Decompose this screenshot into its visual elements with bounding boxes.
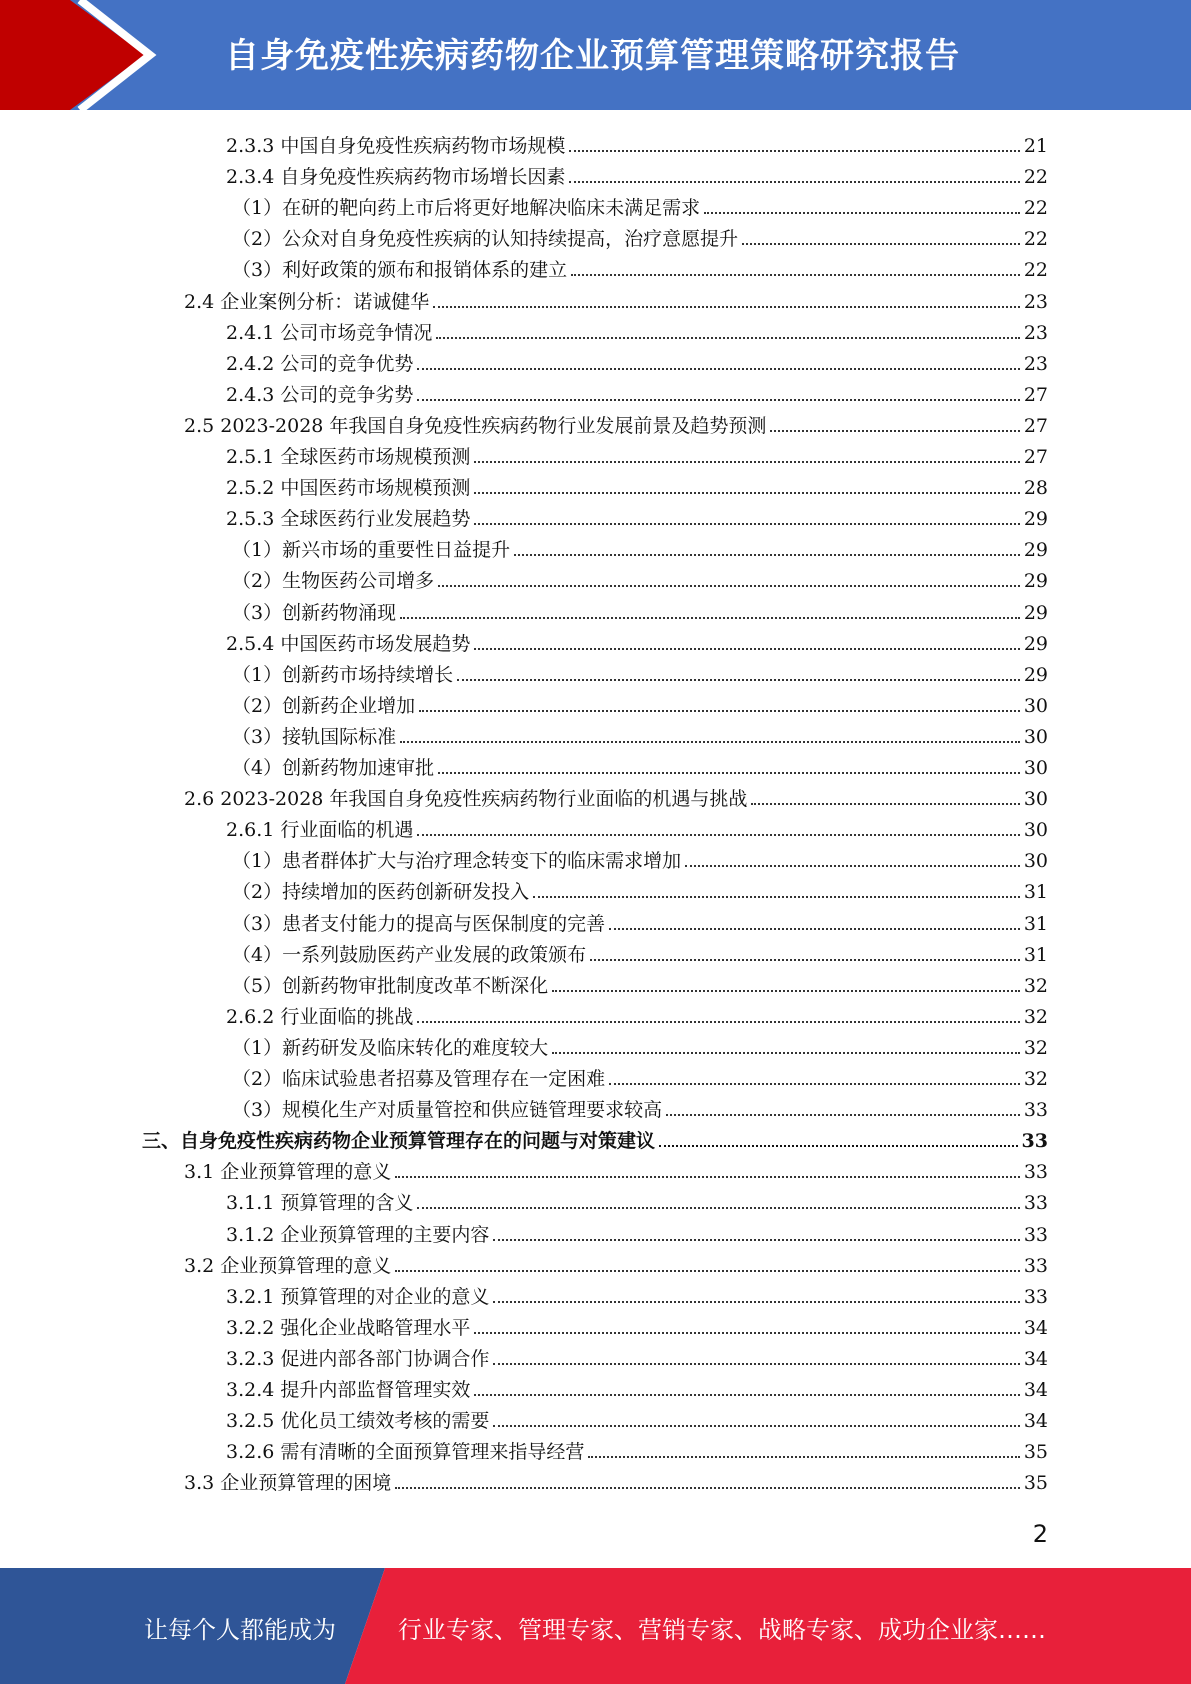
toc-entry-label: 2.4.2 公司的竞争优势 bbox=[226, 352, 414, 375]
toc-entry-page: 23 bbox=[1023, 352, 1048, 375]
toc-entry[interactable] bbox=[184, 407, 1048, 438]
toc-entry-label: （4）一系列鼓励医药产业发展的政策颁布 bbox=[232, 943, 587, 966]
toc-dot-leader bbox=[438, 772, 1020, 774]
toc-entry[interactable] bbox=[184, 780, 1048, 811]
toc-dot-leader bbox=[417, 368, 1019, 370]
toc-entry[interactable] bbox=[232, 189, 1048, 220]
toc-dot-leader bbox=[419, 710, 1020, 712]
report-title: 自身免疫性疾病药物企业预算管理策略研究报告 bbox=[225, 36, 960, 76]
toc-entry-label: （1）新兴市场的重要性日益提升 bbox=[232, 539, 511, 562]
toc-entry-label: 2.5.3 全球医药行业发展趋势 bbox=[226, 508, 471, 531]
toc-entry[interactable] bbox=[232, 1060, 1048, 1091]
toc-dot-leader bbox=[571, 274, 1020, 276]
toc-entry[interactable] bbox=[232, 1029, 1048, 1060]
toc-entry[interactable] bbox=[184, 1464, 1048, 1495]
toc-entry[interactable] bbox=[226, 500, 1048, 531]
toc-entry-page: 33 bbox=[1023, 1223, 1048, 1246]
toc-entry-label: （3）利好政策的颁布和报销体系的建立 bbox=[232, 259, 568, 282]
toc-entry-page: 31 bbox=[1023, 943, 1048, 966]
toc-entry[interactable] bbox=[226, 811, 1048, 842]
toc-entry-label: 3.1.1 预算管理的含义 bbox=[226, 1192, 414, 1215]
toc-dot-leader bbox=[493, 1239, 1019, 1241]
toc-dot-leader bbox=[704, 212, 1020, 214]
toc-entry[interactable] bbox=[232, 220, 1048, 251]
toc-entry-page: 30 bbox=[1023, 788, 1048, 811]
toc-entry-page: 34 bbox=[1023, 1316, 1048, 1339]
footer-slogan-left: 让每个人都能成为 bbox=[144, 1616, 336, 1644]
toc-entry-label: 2.6 2023-2028 年我国自身免疫性疾病药物行业面临的机遇与挑战 bbox=[184, 788, 748, 811]
toc-entry[interactable] bbox=[226, 469, 1048, 500]
footer-slogan-right: 行业专家、管理专家、营销专家、战略专家、成功企业家…… bbox=[398, 1616, 1046, 1644]
toc-entry-label: 2.6.1 行业面临的机遇 bbox=[226, 819, 414, 842]
toc-entry[interactable] bbox=[232, 718, 1048, 749]
toc-dot-leader bbox=[609, 928, 1020, 930]
toc-dot-leader bbox=[552, 1052, 1020, 1054]
toc-entry[interactable] bbox=[232, 531, 1048, 562]
toc-entry-page: 27 bbox=[1023, 383, 1048, 406]
toc-dot-leader bbox=[395, 1176, 1020, 1178]
toc-entry-label: 3.2.6 需有清晰的全面预算管理来指导经营 bbox=[226, 1441, 585, 1464]
toc-entry[interactable] bbox=[232, 905, 1048, 936]
toc-entry[interactable] bbox=[226, 376, 1048, 407]
toc-entry-label: 三、自身免疫性疾病药物企业预算管理存在的问题与对策建议 bbox=[142, 1130, 656, 1153]
toc-entry[interactable] bbox=[226, 625, 1048, 656]
toc-entry-page: 33 bbox=[1023, 1192, 1048, 1215]
toc-entry-label: 3.2 企业预算管理的意义 bbox=[184, 1254, 392, 1277]
toc-entry-page: 33 bbox=[1023, 1285, 1048, 1308]
toc-entry-page: 33 bbox=[1023, 1099, 1048, 1122]
toc-entry-page: 22 bbox=[1023, 259, 1048, 282]
toc-entry-label: （4）创新药物加速审批 bbox=[232, 757, 435, 779]
toc-entry-label: （1）患者群体扩大与治疗理念转变下的临床需求增加 bbox=[232, 850, 682, 873]
toc-dot-leader bbox=[474, 523, 1019, 525]
toc-entry-label: （5）创新药物审批制度改革不断深化 bbox=[232, 974, 549, 997]
page-footer bbox=[0, 1568, 1191, 1684]
toc-entry-page: 22 bbox=[1023, 166, 1048, 189]
toc-entry-label: （2）公众对自身免疫性疾病的认知持续提高，治疗意愿提升 bbox=[232, 228, 739, 251]
toc-entry[interactable] bbox=[226, 1278, 1048, 1309]
toc-dot-leader bbox=[609, 1083, 1020, 1085]
toc-dot-leader bbox=[457, 679, 1020, 681]
toc-entry[interactable] bbox=[226, 314, 1048, 345]
toc-entry-label: （1）新药研发及临床转化的难度较大 bbox=[232, 1036, 549, 1059]
toc-dot-leader bbox=[400, 617, 1020, 619]
page-header bbox=[0, 0, 1191, 110]
toc-entry-label: （2）生物医药公司增多 bbox=[232, 570, 435, 593]
toc-dot-leader bbox=[474, 648, 1019, 650]
toc-entry[interactable] bbox=[232, 936, 1048, 967]
toc-entry-label: 3.2.2 强化企业战略管理水平 bbox=[226, 1316, 471, 1339]
toc-entry[interactable] bbox=[232, 967, 1048, 998]
toc-dot-leader bbox=[395, 1270, 1020, 1272]
toc-dot-leader bbox=[770, 430, 1019, 432]
toc-entry-page: 32 bbox=[1023, 1036, 1048, 1059]
toc-entry-page: 33 bbox=[1023, 1161, 1048, 1184]
toc-entry-page: 27 bbox=[1023, 446, 1048, 468]
toc-entry[interactable] bbox=[184, 1247, 1048, 1278]
toc-entry-page: 32 bbox=[1023, 974, 1048, 997]
toc-entry-page: 29 bbox=[1023, 663, 1048, 686]
toc-dot-leader bbox=[493, 1363, 1019, 1365]
toc-dot-leader bbox=[493, 1301, 1019, 1303]
toc-entry-page: 23 bbox=[1023, 290, 1048, 313]
toc-entry-page: 29 bbox=[1023, 508, 1048, 531]
toc-dot-leader bbox=[417, 1207, 1019, 1209]
toc-entry-label: 3.2.1 预算管理的对企业的意义 bbox=[226, 1285, 490, 1308]
toc-dot-leader bbox=[514, 554, 1020, 556]
toc-entry-page: 22 bbox=[1023, 197, 1048, 220]
toc-dot-leader bbox=[400, 741, 1020, 743]
toc-entry[interactable] bbox=[232, 749, 1048, 780]
toc-entry-page: 29 bbox=[1023, 632, 1048, 655]
toc-entry-label: 2.5.2 中国医药市场规模预测 bbox=[226, 477, 471, 500]
toc-dot-leader bbox=[533, 896, 1020, 898]
toc-entry-label: 2.4 企业案例分析：诺诚健华 bbox=[184, 290, 430, 313]
toc-dot-leader bbox=[474, 1394, 1019, 1396]
toc-entry[interactable] bbox=[232, 656, 1048, 687]
toc-entry-label: （2）持续增加的医药创新研发投入 bbox=[232, 881, 530, 904]
toc-dot-leader bbox=[659, 1145, 1018, 1147]
toc-entry-page: 31 bbox=[1023, 912, 1048, 935]
toc-dot-leader bbox=[590, 959, 1020, 961]
toc-entry-page: 30 bbox=[1023, 725, 1048, 748]
toc-dot-leader bbox=[569, 181, 1019, 183]
toc-entry-page: 27 bbox=[1023, 414, 1048, 437]
toc-entry-label: 2.6.2 行业面临的挑战 bbox=[226, 1005, 414, 1028]
toc-dot-leader bbox=[395, 1487, 1020, 1489]
toc-dot-leader bbox=[417, 1021, 1019, 1023]
toc-entry-page: 34 bbox=[1023, 1410, 1048, 1433]
toc-entry-label: 3.3 企业预算管理的困境 bbox=[184, 1472, 392, 1495]
toc-entry[interactable] bbox=[184, 283, 1048, 314]
toc-entry-label: 3.2.5 优化员工绩效考核的需要 bbox=[226, 1410, 490, 1433]
toc-dot-leader bbox=[433, 306, 1020, 308]
toc-entry-page: 33 bbox=[1021, 1130, 1048, 1153]
toc-entry[interactable] bbox=[226, 1184, 1048, 1215]
toc-entry-label: 3.1.2 企业预算管理的主要内容 bbox=[226, 1223, 490, 1246]
toc-entry-page: 29 bbox=[1023, 570, 1048, 593]
toc-entry-page: 28 bbox=[1023, 477, 1048, 500]
toc-entry-page: 21 bbox=[1023, 135, 1048, 157]
toc-dot-leader bbox=[474, 492, 1019, 494]
toc-entry-page: 34 bbox=[1023, 1379, 1048, 1401]
toc-dot-leader bbox=[569, 150, 1019, 152]
toc-entry-label: 2.5 2023-2028 年我国自身免疫性疾病药物行业发展前景及趋势预测 bbox=[184, 414, 767, 437]
toc-entry-label: 2.3.4 自身免疫性疾病药物市场增长因素 bbox=[226, 166, 566, 189]
toc-dot-leader bbox=[417, 834, 1019, 836]
toc-entry-label: 2.5.1 全球医药市场规模预测 bbox=[226, 446, 471, 468]
toc-entry-label: （2）创新药企业增加 bbox=[232, 694, 416, 717]
toc-entry-label: 2.4.1 公司市场竞争情况 bbox=[226, 321, 433, 344]
toc-entry-label: 3.2.3 促进内部各部门协调合作 bbox=[226, 1347, 490, 1370]
toc-entry[interactable] bbox=[226, 158, 1048, 189]
toc-dot-leader bbox=[685, 865, 1020, 867]
toc-dot-leader bbox=[552, 990, 1020, 992]
toc-entry-label: （1）在研的靶向药上市后将更好地解决临床未满足需求 bbox=[232, 197, 701, 220]
toc-entry[interactable] bbox=[226, 1216, 1048, 1247]
toc-entry-label: 2.5.4 中国医药市场发展趋势 bbox=[226, 632, 471, 655]
toc-entry-label: 2.3.3 中国自身免疫性疾病药物市场规模 bbox=[226, 135, 566, 157]
toc-dot-leader bbox=[588, 1456, 1019, 1458]
toc-entry-page: 35 bbox=[1023, 1472, 1048, 1495]
toc-entry[interactable] bbox=[226, 127, 1048, 158]
toc-entry-label: （1）创新药市场持续增长 bbox=[232, 663, 454, 686]
toc-entry-page: 29 bbox=[1023, 601, 1048, 624]
toc-entry-page: 30 bbox=[1023, 694, 1048, 717]
toc-entry-page: 33 bbox=[1023, 1254, 1048, 1277]
toc-entry[interactable] bbox=[232, 562, 1048, 593]
toc-entry-page: 23 bbox=[1023, 321, 1048, 344]
toc-dot-leader bbox=[751, 803, 1019, 805]
toc-entry[interactable] bbox=[232, 873, 1048, 904]
toc-entry[interactable] bbox=[232, 1091, 1048, 1122]
toc-dot-leader bbox=[493, 1425, 1019, 1427]
toc-entry[interactable] bbox=[142, 1122, 1048, 1153]
toc-dot-leader bbox=[474, 1332, 1019, 1334]
toc-dot-leader bbox=[436, 337, 1019, 339]
toc-entry-page: 30 bbox=[1023, 850, 1048, 873]
toc-entry[interactable] bbox=[226, 1340, 1048, 1371]
toc-entry-label: （2）临床试验患者招募及管理存在一定困难 bbox=[232, 1068, 606, 1090]
toc-dot-leader bbox=[474, 461, 1019, 463]
toc-entry[interactable] bbox=[232, 251, 1048, 282]
toc-entry-page: 30 bbox=[1023, 819, 1048, 842]
toc-entry-page: 32 bbox=[1023, 1005, 1048, 1028]
toc-entry[interactable] bbox=[232, 842, 1048, 873]
toc-entry[interactable] bbox=[226, 1402, 1048, 1433]
toc-entry[interactable] bbox=[232, 687, 1048, 718]
toc-entry-label: （3）接轨国际标准 bbox=[232, 725, 397, 748]
toc-entry[interactable] bbox=[226, 438, 1048, 469]
toc-entry[interactable] bbox=[226, 1371, 1048, 1402]
toc-entry[interactable] bbox=[226, 998, 1048, 1029]
toc-entry-page: 29 bbox=[1023, 539, 1048, 562]
toc-entry-page: 34 bbox=[1023, 1347, 1048, 1370]
toc-dot-leader bbox=[417, 399, 1019, 401]
toc-entry-label: 2.4.3 公司的竞争劣势 bbox=[226, 383, 414, 406]
page-number: 2 bbox=[1032, 1520, 1048, 1548]
toc-entry-label: （3）创新药物涌现 bbox=[232, 601, 397, 624]
toc-entry[interactable] bbox=[226, 1309, 1048, 1340]
toc-entry-label: 3.2.4 提升内部监督管理实效 bbox=[226, 1379, 471, 1401]
chevron-arrow-icon bbox=[0, 0, 160, 110]
toc-entry-page: 22 bbox=[1023, 228, 1048, 251]
toc-dot-leader bbox=[666, 1114, 1020, 1116]
toc-entry-page: 32 bbox=[1023, 1068, 1048, 1090]
toc-entry[interactable] bbox=[232, 594, 1048, 625]
toc-entry-label: （3）患者支付能力的提高与医保制度的完善 bbox=[232, 912, 606, 935]
toc-entry[interactable] bbox=[226, 345, 1048, 376]
toc-dot-leader bbox=[438, 585, 1020, 587]
toc-entry[interactable] bbox=[184, 1153, 1048, 1184]
toc-entry-page: 35 bbox=[1023, 1441, 1048, 1464]
toc-entry-page: 31 bbox=[1023, 881, 1048, 904]
toc-entry-label: （3）规模化生产对质量管控和供应链管理要求较高 bbox=[232, 1099, 663, 1122]
toc-entry-label: 3.1 企业预算管理的意义 bbox=[184, 1161, 392, 1184]
toc-entry-page: 30 bbox=[1023, 757, 1048, 779]
toc-dot-leader bbox=[742, 243, 1020, 245]
toc-entry[interactable] bbox=[226, 1433, 1048, 1464]
